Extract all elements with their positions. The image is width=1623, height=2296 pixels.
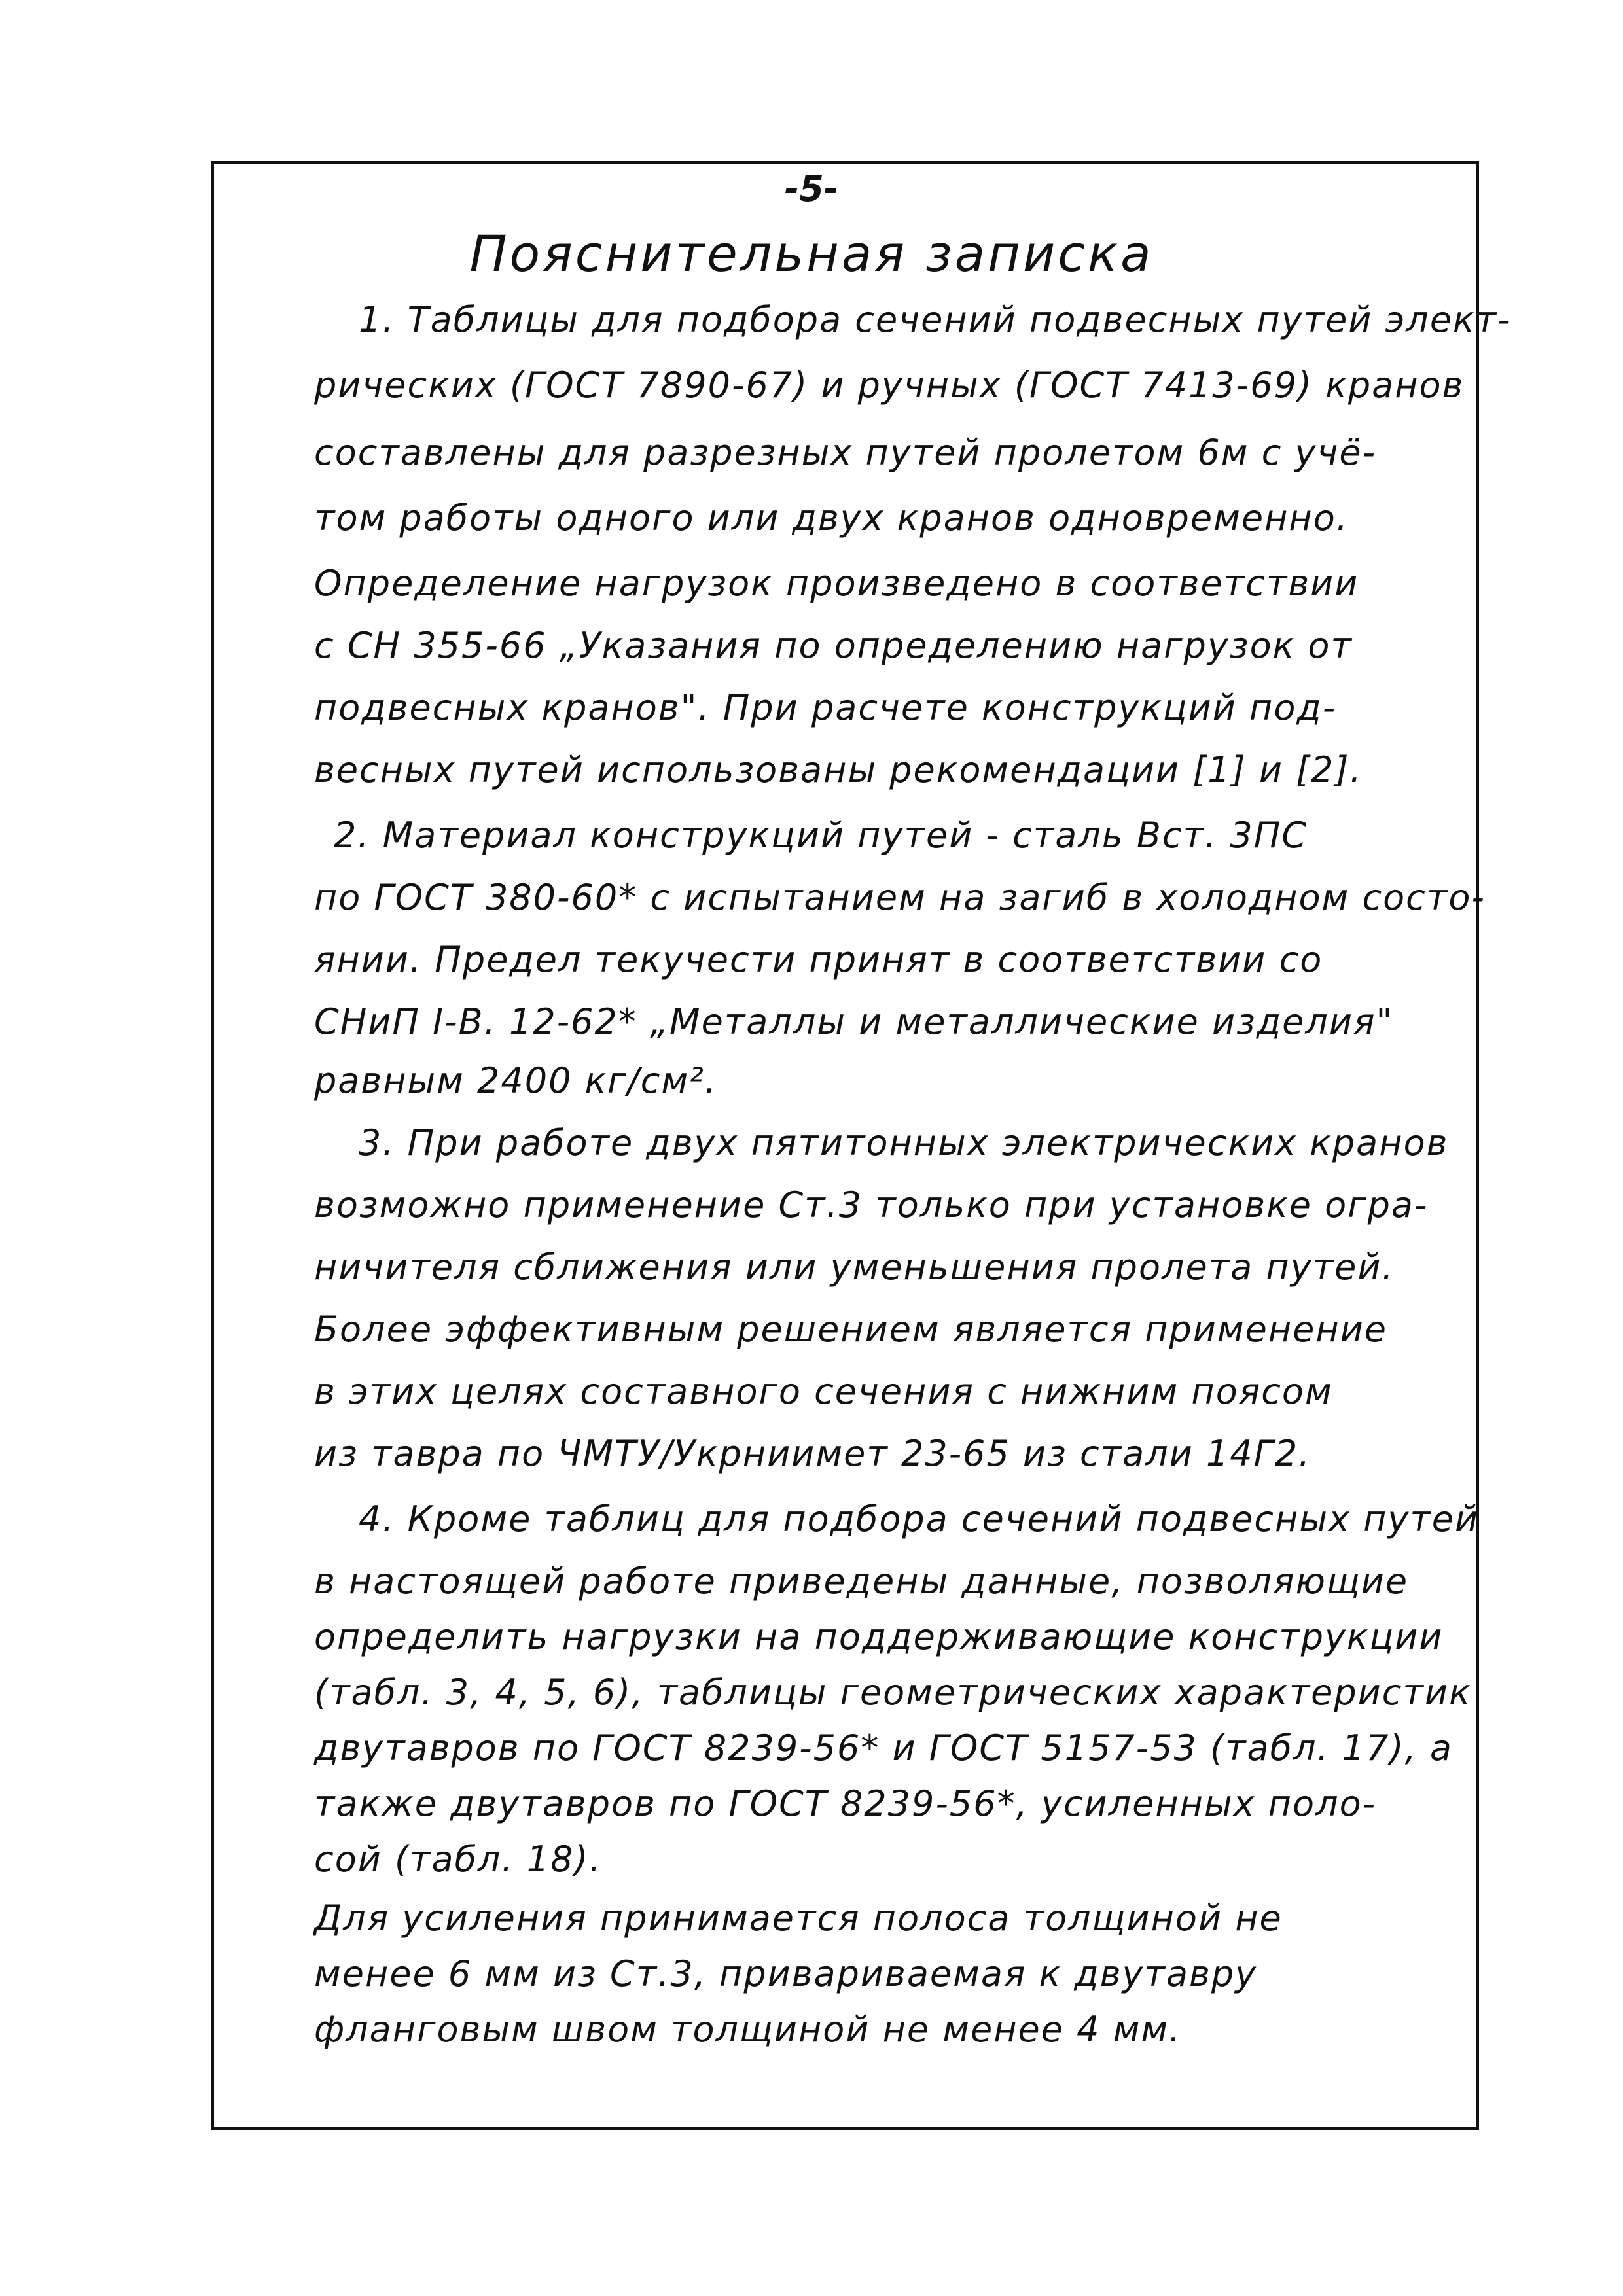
page-title: Пояснительная записка — [469, 224, 1154, 283]
text-line: равным 2400 кг/см². — [314, 1060, 718, 1101]
text-line: том работы одного или двух кранов одновременно. — [314, 497, 1349, 539]
text-line: подвесных кранов". При расчете конструкций под- — [314, 687, 1337, 728]
text-line: двутавров по ГОСТ 8239-56* и ГОСТ 5157-53 (табл. 17), а — [314, 1727, 1453, 1769]
text-line: янии. Предел текучести принят в соответствии со — [314, 939, 1323, 980]
text-line: 4. Кроме таблиц для подбора сечений подвесных путей — [359, 1498, 1480, 1540]
text-line: 1. Таблицы для подбора сечений подвесных путей элект- — [359, 299, 1512, 340]
text-line: сой (табл. 18). — [314, 1839, 602, 1880]
page-number: -5- — [784, 168, 839, 209]
text-line: в настоящей работе приведены данные, позволяющие — [314, 1561, 1409, 1602]
text-line: Для усиления принимается полоса толщиной не — [314, 1898, 1283, 1939]
text-line: в этих целях составного сечения с нижним поясом — [314, 1371, 1333, 1412]
text-line: также двутавров по ГОСТ 8239-56*, усиленных поло- — [314, 1783, 1377, 1824]
text-line: Более эффективным решением является применение — [314, 1309, 1388, 1350]
text-line: составлены для разрезных путей пролетом 6м с учё- — [314, 432, 1377, 473]
text-line: 3. При работе двух пятитонных электрических кранов — [359, 1122, 1449, 1163]
text-line: рических (ГОСТ 7890-67) и ручных (ГОСТ 7413-69) кранов — [314, 364, 1465, 406]
text-line: фланговым швом толщиной не менее 4 мм. — [314, 2009, 1182, 2050]
text-line: менее 6 мм из Ст.3, привариваемая к двутавру — [314, 1953, 1258, 1994]
text-line: ничителя сближения или уменьшения пролета путей. — [314, 1246, 1395, 1288]
text-line: весных путей использованы рекомендации [1] и [2]. — [314, 749, 1363, 790]
text-line: из тавра по ЧМТУ/Укрниимет 23-65 из стали 14Г2. — [314, 1433, 1311, 1474]
text-line: СНиП I-В. 12-62* „Металлы и металлические изделия" — [314, 1001, 1394, 1042]
text-line: (табл. 3, 4, 5, 6), таблицы геометрических характеристик — [314, 1672, 1472, 1713]
text-line: возможно применение Ст.3 только при установке огра- — [314, 1184, 1429, 1226]
text-line: 2. Материал конструкций путей - сталь Вст. 3ПС — [334, 815, 1308, 856]
text-line: Определение нагрузок произведено в соответствии — [314, 563, 1359, 604]
text-line: по ГОСТ 380-60* с испытанием на загиб в холодном состо- — [314, 877, 1486, 918]
text-line: определить нагрузки на поддерживающие конструкции — [314, 1616, 1444, 1657]
text-line: с СН 355-66 „Указания по определению нагрузок от — [314, 625, 1353, 666]
